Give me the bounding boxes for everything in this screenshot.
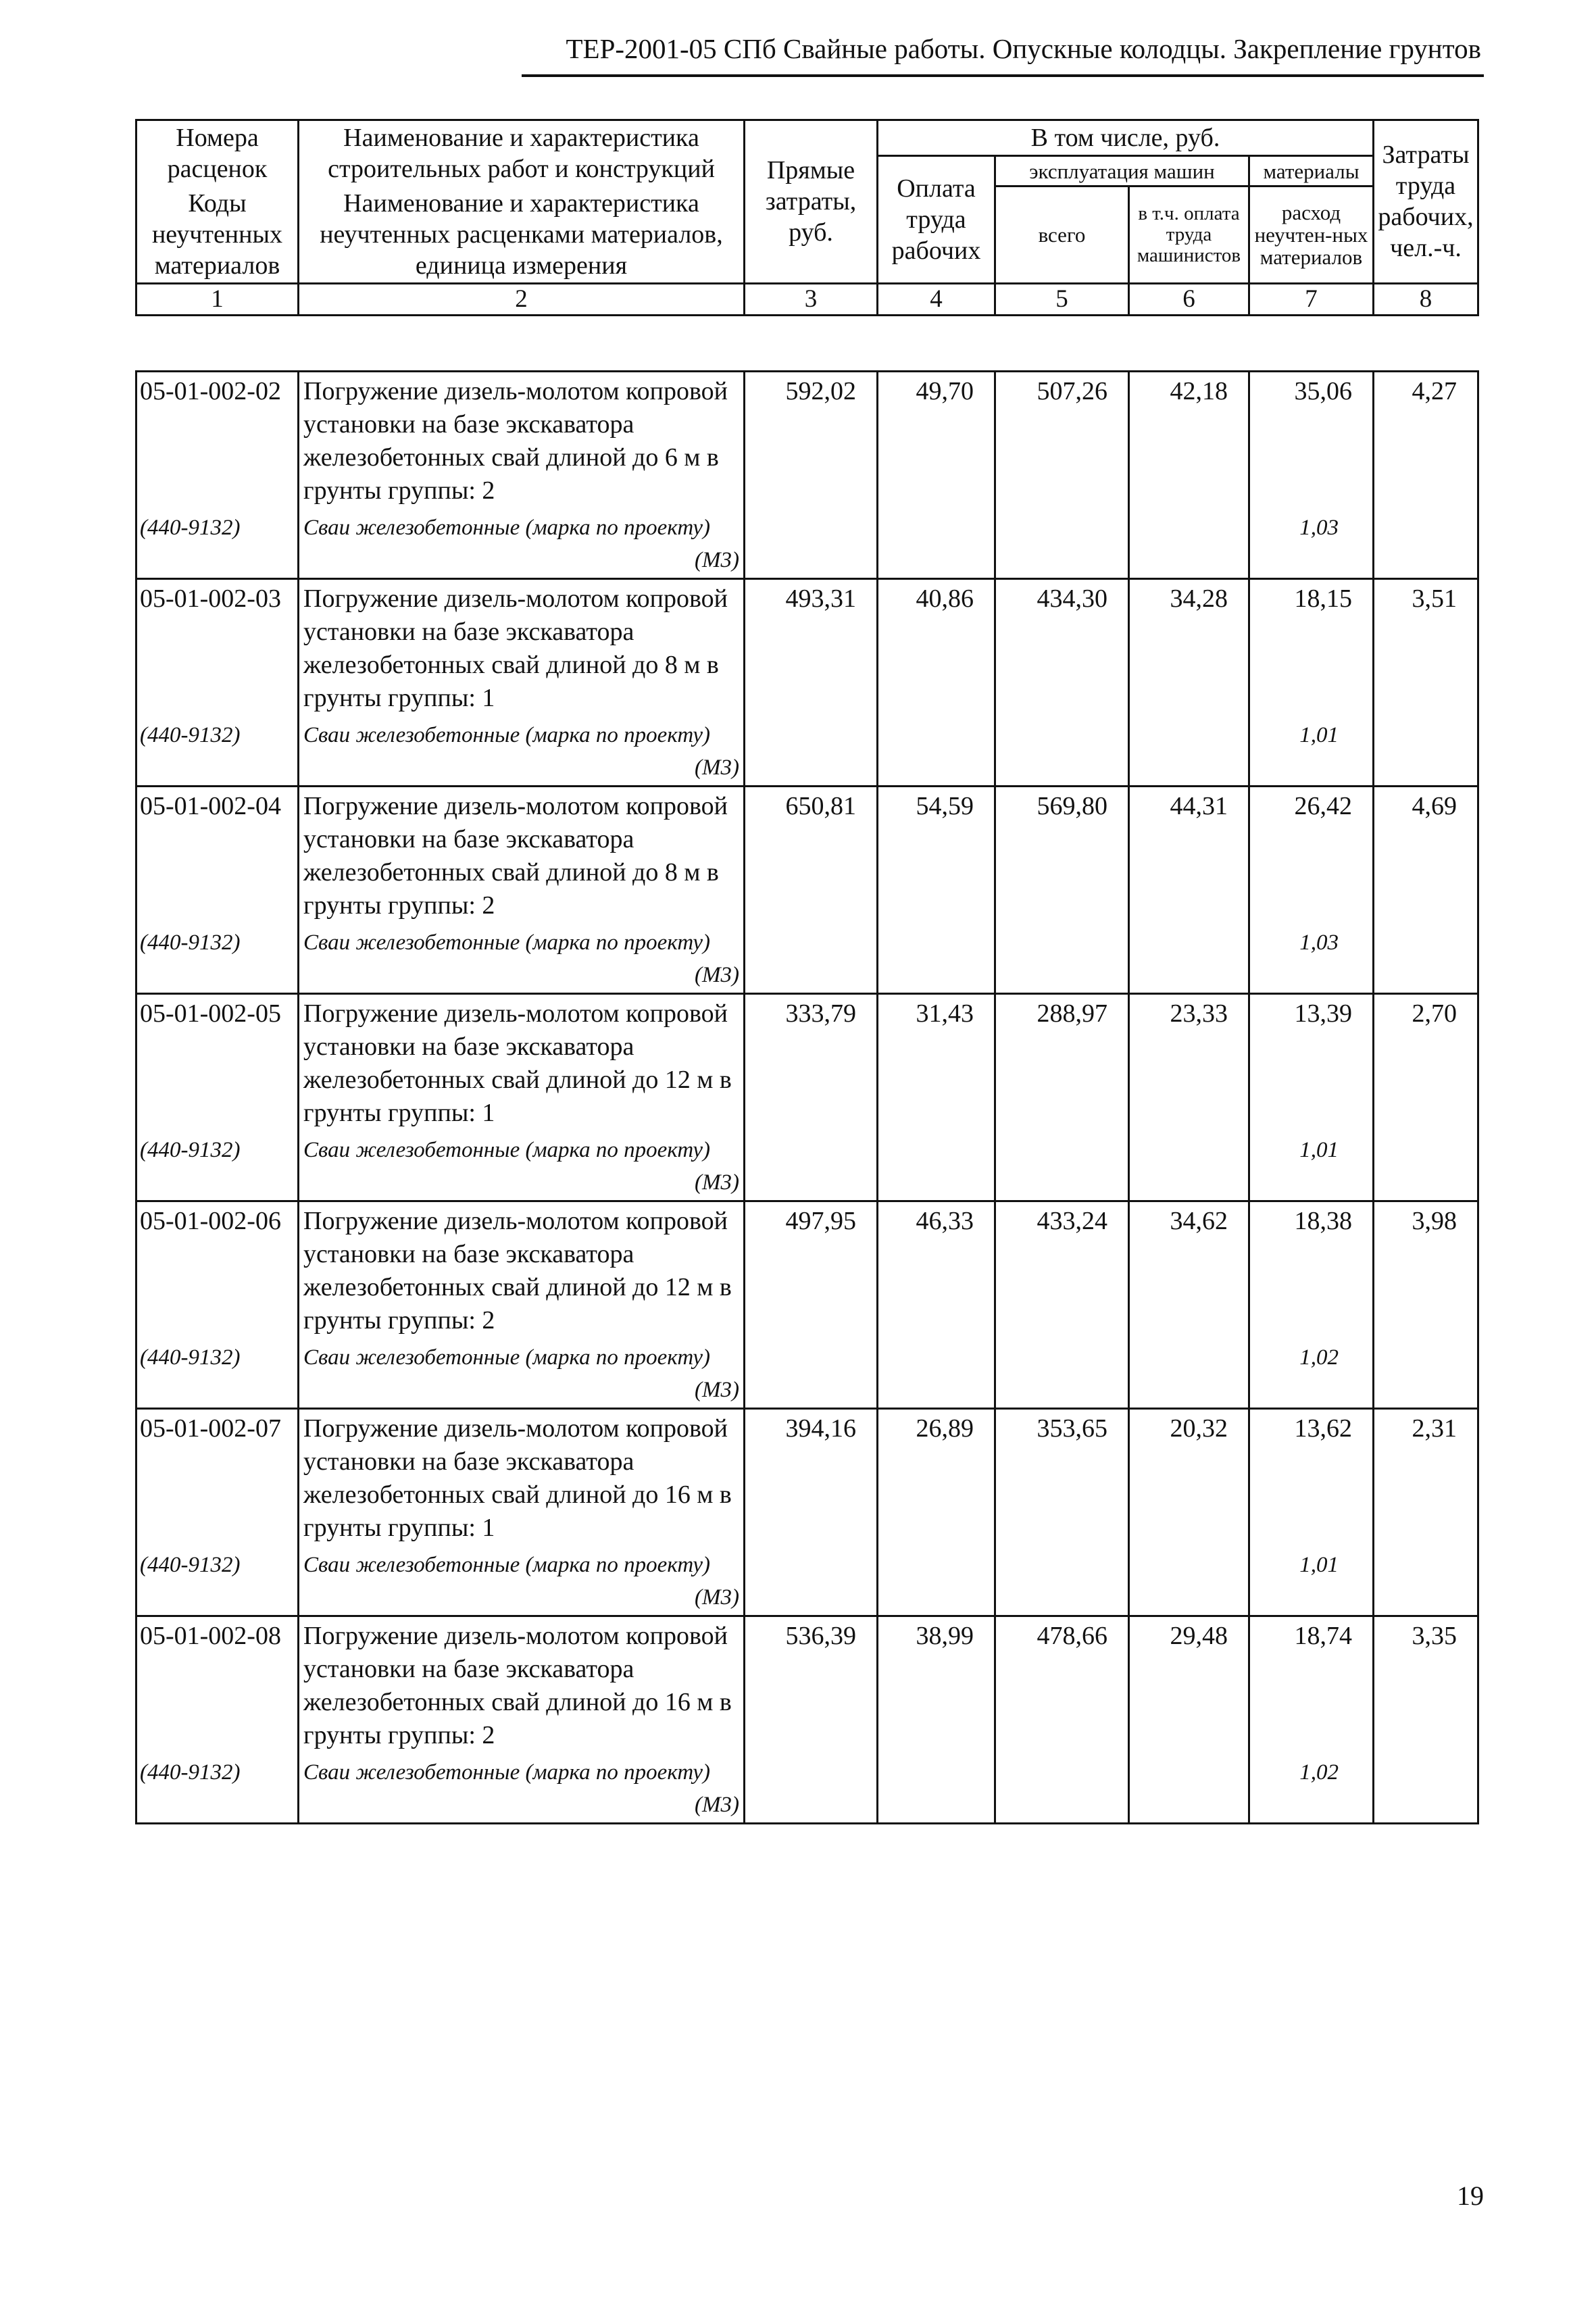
machines-total: 507,26 [995,372,1129,511]
machinists-pay: 42,18 [1129,372,1249,511]
machines-total: 433,24 [995,1201,1129,1341]
column-number: 8 [1374,283,1478,315]
header-including: В том числе, руб. [878,120,1374,156]
machines-total: 569,80 [995,787,1129,926]
material-name-cell [299,1547,745,1616]
material-code-cell [136,1755,299,1824]
machinists-pay: 34,28 [1129,579,1249,718]
material-name: Сваи железобетонные (марка по проекту) [303,1138,710,1162]
empty-cell [1129,510,1249,579]
material-row [136,1340,1478,1409]
materials-cost: 26,42 [1249,787,1374,926]
empty-cell [995,1547,1129,1616]
material-row [136,510,1478,579]
material-code: (440-9132) [140,516,241,540]
labor-hours: 2,31 [1374,1409,1478,1548]
machinists-pay: 44,31 [1129,787,1249,926]
empty-cell [878,510,995,579]
document-header: ТЕР-2001-05 СПб Свайные работы. Опускные колодцы. Закрепление грунтов [566,33,1481,64]
header-rule [522,74,1484,77]
material-name: Сваи железобетонные (марка по проекту) [303,1553,710,1577]
materials-cost: 18,15 [1249,579,1374,718]
table-header [135,119,1479,316]
material-qty-cell [1249,1755,1374,1824]
material-name: Сваи железобетонные (марка по проекту) [303,1760,710,1785]
direct-cost: 333,79 [745,994,878,1133]
material-name-cell [299,510,745,579]
empty-cell [878,1755,995,1824]
header-rate-number: Номера расценок [136,120,299,186]
machines-total: 434,30 [995,579,1129,718]
table-row [136,372,1478,511]
material-unit: (М3) [695,1378,739,1402]
work-description-text: Погружение дизель-молотом копровой установки на базе экскаватора железобетонных свай длиной до 12 м в грунты группы: 1 [303,999,732,1127]
labor-hours: 3,35 [1374,1616,1478,1756]
empty-cell [1374,1755,1478,1824]
machines-total: 478,66 [995,1616,1129,1756]
material-qty: 1,01 [1299,1553,1339,1577]
material-unit: (М3) [695,1585,739,1610]
direct-cost: 497,95 [745,1201,878,1341]
labor-hours: 3,51 [1374,579,1478,718]
rate-code: 05-01-002-07 [136,1409,299,1548]
empty-cell [745,1755,878,1824]
empty-cell [1374,718,1478,787]
material-name-cell [299,1132,745,1201]
machinists-pay: 29,48 [1129,1616,1249,1756]
machines-total: 353,65 [995,1409,1129,1548]
empty-cell [745,1340,878,1409]
header-material-names: Наименование и характеристика неучтенных расценками материалов, единица измерения [299,186,745,284]
rate-code: 05-01-002-02 [136,372,299,511]
empty-cell [995,1132,1129,1201]
header-labor-pay: Оплата труда рабочих [878,156,995,284]
materials-cost: 13,39 [1249,994,1374,1133]
material-name: Сваи железобетонные (марка по проекту) [303,516,710,540]
material-code: (440-9132) [140,1345,241,1370]
empty-cell [878,718,995,787]
material-qty: 1,02 [1299,1345,1339,1370]
column-number: 5 [995,283,1129,315]
materials-cost: 35,06 [1249,372,1374,511]
material-qty-cell [1249,1340,1374,1409]
material-row [136,925,1478,994]
empty-cell [995,1755,1129,1824]
column-number: 7 [1249,283,1374,315]
table-row [136,1409,1478,1548]
material-qty: 1,03 [1299,516,1339,540]
material-code: (440-9132) [140,930,241,955]
material-name-cell [299,1340,745,1409]
material-code: (440-9132) [140,1553,241,1577]
material-name: Сваи железобетонные (марка по проекту) [303,1345,710,1370]
machinists-pay: 23,33 [1129,994,1249,1133]
material-qty: 1,03 [1299,930,1339,955]
material-code-cell [136,1547,299,1616]
empty-cell [995,925,1129,994]
material-unit: (М3) [695,548,739,572]
empty-cell [878,1340,995,1409]
header-materials: материалы [1249,156,1374,186]
table-row [136,787,1478,926]
empty-cell [1374,1547,1478,1616]
work-description [299,1616,745,1756]
empty-cell [1129,1340,1249,1409]
rate-code: 05-01-002-04 [136,787,299,926]
material-row [136,718,1478,787]
labor-pay: 40,86 [878,579,995,718]
empty-cell [1129,1132,1249,1201]
material-qty: 1,01 [1299,1138,1339,1162]
page-number: 19 [1457,2181,1484,2211]
labor-pay: 31,43 [878,994,995,1133]
empty-cell [878,1132,995,1201]
empty-cell [1374,1340,1478,1409]
header-work-name: Наименование и характеристика строительных работ и конструкций [299,120,745,186]
column-number: 2 [299,283,745,315]
table-row [136,994,1478,1133]
direct-cost: 493,31 [745,579,878,718]
header-labor-hours: Затраты труда рабочих, чел.-ч. [1374,120,1478,284]
empty-cell [745,1132,878,1201]
material-row [136,1547,1478,1616]
header-unaccounted-materials: расход неучтен-ных материалов [1249,186,1374,284]
labor-pay: 49,70 [878,372,995,511]
labor-pay: 54,59 [878,787,995,926]
labor-pay: 46,33 [878,1201,995,1341]
material-qty-cell [1249,510,1374,579]
direct-cost: 650,81 [745,787,878,926]
work-description-text: Погружение дизель-молотом копровой установки на базе экскаватора железобетонных свай длиной до 16 м в грунты группы: 2 [303,1622,732,1749]
direct-cost: 536,39 [745,1616,878,1756]
empty-cell [1129,1547,1249,1616]
material-unit: (М3) [695,963,739,987]
empty-cell [745,925,878,994]
materials-cost: 18,74 [1249,1616,1374,1756]
table-row [136,1201,1478,1341]
empty-cell [745,718,878,787]
rate-code: 05-01-002-03 [136,579,299,718]
table-row [136,1616,1478,1756]
direct-cost: 394,16 [745,1409,878,1548]
rates-table [135,370,1479,1824]
material-qty-cell [1249,1547,1374,1616]
column-number: 1 [136,283,299,315]
work-description [299,372,745,511]
material-code-cell [136,718,299,787]
material-qty: 1,02 [1299,1760,1339,1785]
rate-code: 05-01-002-06 [136,1201,299,1341]
work-description-text: Погружение дизель-молотом копровой установки на базе экскаватора железобетонных свай длиной до 6 м в грунты группы: 2 [303,377,728,505]
work-description [299,579,745,718]
material-unit: (М3) [695,1170,739,1195]
header-material-codes: Коды неучтенных материалов [136,186,299,284]
work-description [299,787,745,926]
empty-cell [1374,1132,1478,1201]
empty-cell [995,1340,1129,1409]
material-name: Сваи железобетонные (марка по проекту) [303,930,710,955]
labor-hours: 3,98 [1374,1201,1478,1341]
material-qty: 1,01 [1299,723,1339,747]
work-description-text: Погружение дизель-молотом копровой установки на базе экскаватора железобетонных свай длиной до 16 м в грунты группы: 1 [303,1414,732,1542]
labor-hours: 4,27 [1374,372,1478,511]
empty-cell [1129,718,1249,787]
work-description-text: Погружение дизель-молотом копровой установки на базе экскаватора железобетонных свай длиной до 12 м в грунты группы: 2 [303,1207,732,1335]
column-number: 3 [745,283,878,315]
material-code: (440-9132) [140,1138,241,1162]
material-unit: (М3) [695,755,739,780]
empty-cell [745,510,878,579]
header-machinists-pay: в т.ч. оплата труда машинистов [1129,186,1249,284]
material-row [136,1755,1478,1824]
empty-cell [995,510,1129,579]
header-machines: эксплуатация машин [995,156,1249,186]
labor-pay: 38,99 [878,1616,995,1756]
table-row [136,579,1478,718]
material-code-cell [136,1340,299,1409]
material-name-cell [299,718,745,787]
work-description [299,1201,745,1341]
rate-code: 05-01-002-08 [136,1616,299,1756]
empty-cell [1374,510,1478,579]
work-description [299,1409,745,1548]
material-qty-cell [1249,718,1374,787]
labor-hours: 2,70 [1374,994,1478,1133]
materials-cost: 13,62 [1249,1409,1374,1548]
column-number: 4 [878,283,995,315]
header-direct-cost: Прямые затраты, руб. [745,120,878,284]
material-row [136,1132,1478,1201]
materials-cost: 18,38 [1249,1201,1374,1341]
material-name-cell [299,925,745,994]
direct-cost: 592,02 [745,372,878,511]
material-code-cell [136,510,299,579]
empty-cell [878,925,995,994]
labor-pay: 26,89 [878,1409,995,1548]
work-description [299,994,745,1133]
empty-cell [1129,1755,1249,1824]
work-description-text: Погружение дизель-молотом копровой установки на базе экскаватора железобетонных свай длиной до 8 м в грунты группы: 1 [303,584,728,712]
machines-total: 288,97 [995,994,1129,1133]
empty-cell [995,718,1129,787]
work-description-text: Погружение дизель-молотом копровой установки на базе экскаватора железобетонных свай длиной до 8 м в грунты группы: 2 [303,792,728,920]
material-qty-cell [1249,1132,1374,1201]
material-unit: (М3) [695,1793,739,1817]
empty-cell [745,1547,878,1616]
material-name: Сваи железобетонные (марка по проекту) [303,723,710,747]
empty-cell [1129,925,1249,994]
labor-hours: 4,69 [1374,787,1478,926]
column-number: 6 [1129,283,1249,315]
header-machines-total: всего [995,186,1129,284]
material-code-cell [136,1132,299,1201]
material-code-cell [136,925,299,994]
machinists-pay: 20,32 [1129,1409,1249,1548]
machinists-pay: 34,62 [1129,1201,1249,1341]
empty-cell [878,1547,995,1616]
material-qty-cell [1249,925,1374,994]
rate-code: 05-01-002-05 [136,994,299,1133]
material-name-cell [299,1755,745,1824]
material-code: (440-9132) [140,723,241,747]
material-code: (440-9132) [140,1760,241,1785]
empty-cell [1374,925,1478,994]
